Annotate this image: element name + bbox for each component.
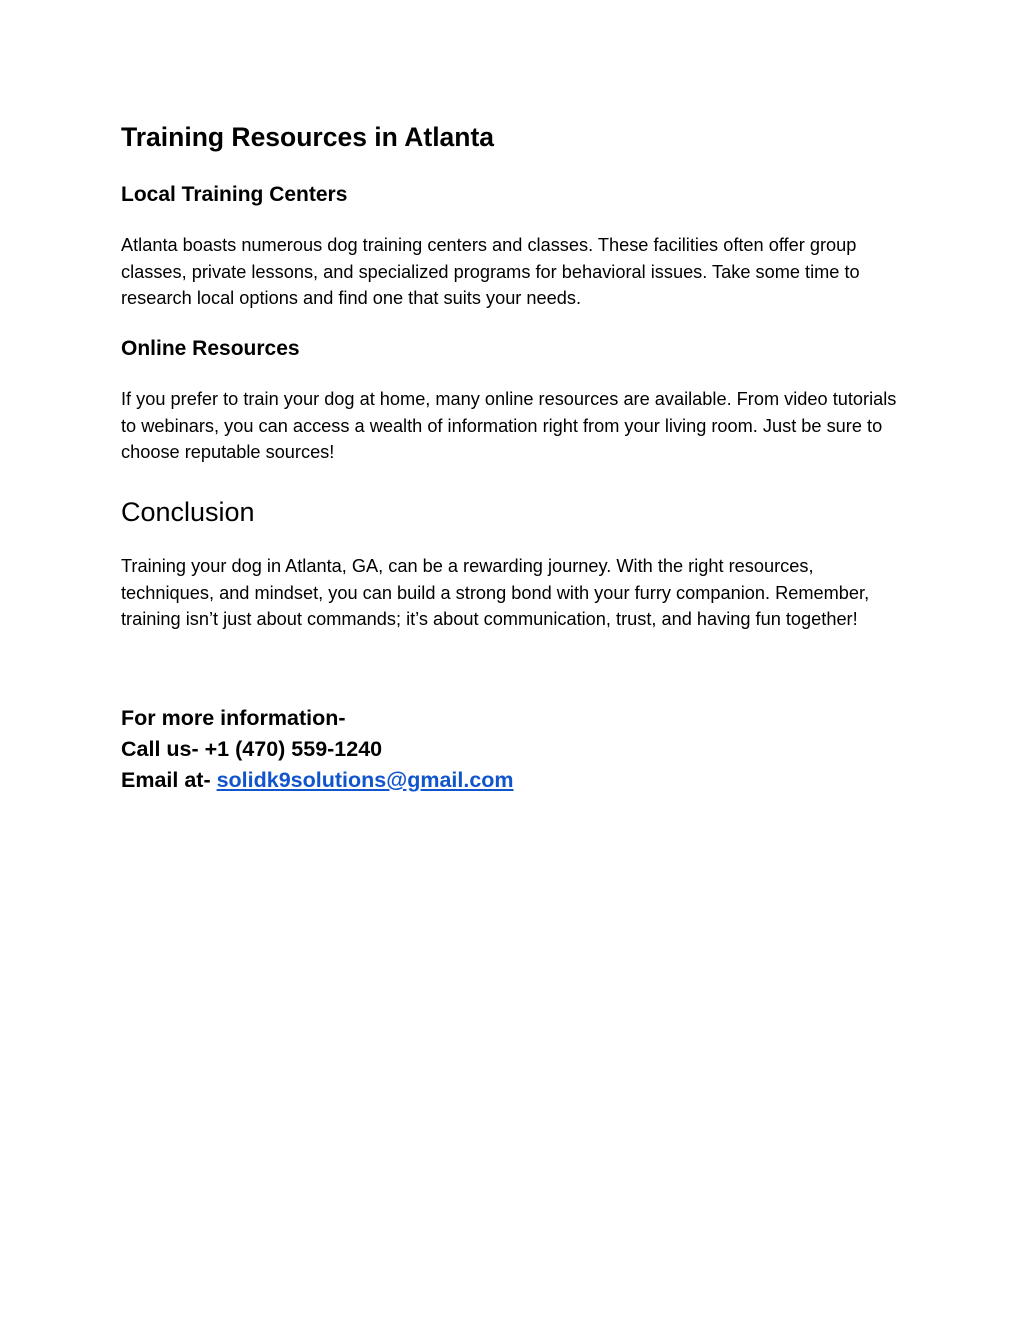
email-link[interactable]: solidk9solutions@gmail.com — [216, 768, 514, 792]
contact-intro: For more information- — [121, 706, 346, 730]
local-centers-paragraph: Atlanta boasts numerous dog training centers and classes. These facilities often offer group classes, private lessons, and specialized programs for behavioral issues. Take some time to research local options and find one that suits your needs. — [121, 235, 860, 308]
contact-email-line — [121, 765, 514, 796]
conclusion-paragraph: Training your dog in Atlanta, GA, can be a rewarding journey. With the right resources, techniques, and mindset, you can build a strong bond with your furry companion. Remember, training isn’t just about commands; it’s about communication, trust, and having fun together! — [121, 556, 870, 629]
online-resources-heading: Online Resources — [121, 337, 300, 360]
resources-title: Training Resources in Atlanta — [121, 122, 495, 152]
conclusion-title: Conclusion — [121, 497, 255, 527]
contact-email-label: Email at- — [121, 768, 217, 792]
contact-phone: Call us- +1 (470) 559-1240 — [121, 737, 383, 761]
local-centers-heading: Local Training Centers — [121, 183, 348, 206]
online-resources-paragraph: If you prefer to train your dog at home, many online resources are available. From video tutorials to webinars, you can access a wealth of information right from your living room. Just be sure to choose reputable sources! — [121, 389, 897, 462]
